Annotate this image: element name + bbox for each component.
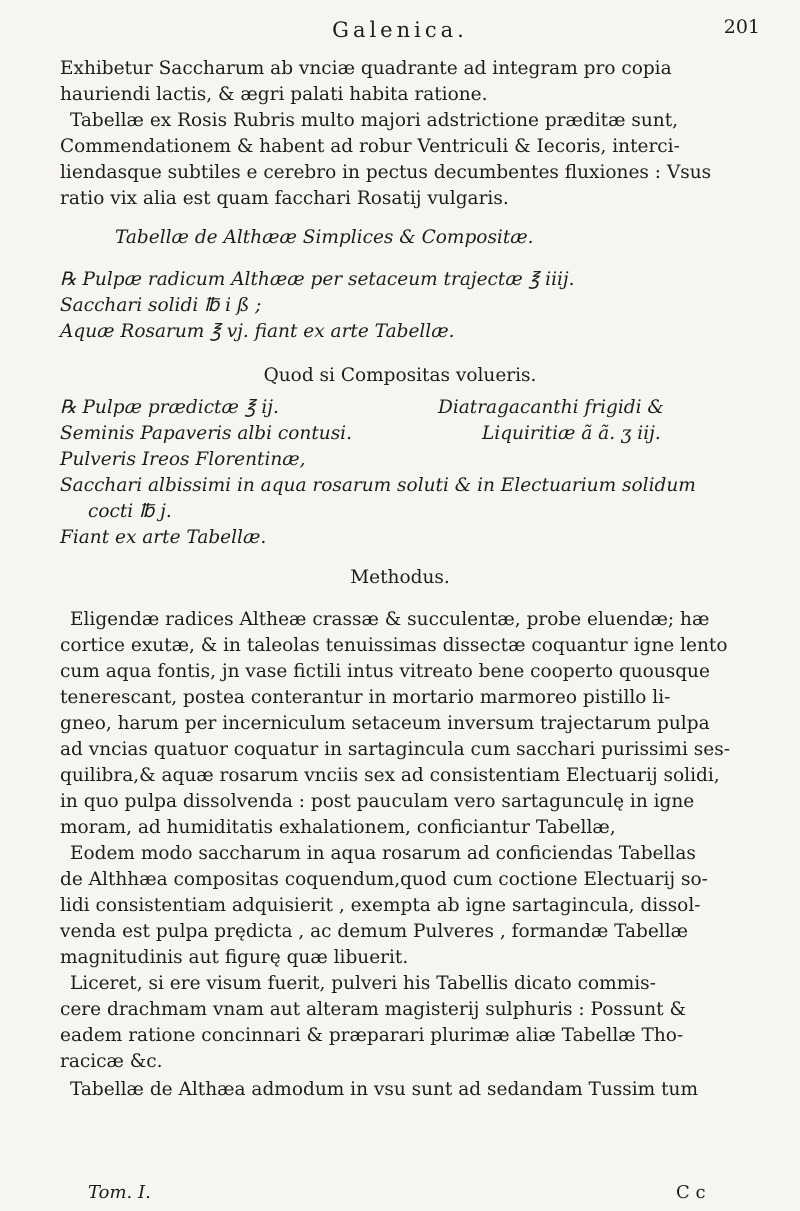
text-line: hauriendi lactis, & ægri palati habita ratione. xyxy=(60,84,488,105)
recipe-line: cocti ℔ j. xyxy=(88,501,172,522)
text-line: Tabellæ de Althæa admodum in vsu sunt ad sedandam Tussim tum xyxy=(70,1079,698,1100)
text-line: Liceret, si ere visum fuerit, pulveri his Tabellis dicato commis- xyxy=(70,973,656,994)
recipe-line: Pulveris Ireos Florentinæ, xyxy=(60,449,306,470)
signature-mark: C c xyxy=(676,1182,706,1203)
volume-mark: Tom. I. xyxy=(88,1182,151,1203)
text-line: cere drachmam vnam aut alteram magisterij sulphuris : Possunt & xyxy=(60,999,686,1020)
recipe-line: Aquæ Rosarum ℥ vj. fiant ex arte Tabellæ. xyxy=(60,321,455,342)
recipe-line: Sacchari albissimi in aqua rosarum soluti & in Electuarium solidum xyxy=(60,475,696,496)
text-line: de Althhæa compositas coquendum,quod cum coctione Electuarij so- xyxy=(60,869,708,890)
section-heading: Methodus. xyxy=(350,567,450,588)
text-line: eadem ratione concinnari & præparari plurimæ aliæ Tabellæ Tho- xyxy=(60,1025,684,1046)
recipe-heading: Tabellæ de Althææ Simplices & Compositæ. xyxy=(115,227,534,248)
recipe-line-right: Diatragacanthi frigidi & xyxy=(438,397,664,418)
text-line: ad vncias quatuor coquatur in sartagincula cum sacchari purissimi ses- xyxy=(60,739,730,760)
running-title: Galenica. xyxy=(332,18,468,42)
text-line: tenerescant, postea conterantur in mortario marmoreo pistillo li- xyxy=(60,687,671,708)
text-line: Exhibetur Saccharum ab vnciæ quadrante ad integram pro copia xyxy=(60,58,672,79)
text-line: gneo, harum per incerniculum setaceum inversum trajectarum pulpa xyxy=(60,713,710,734)
page-number: 201 xyxy=(723,16,760,38)
recipe-line-right: Liquiritiæ ã ã. ʒ iij. xyxy=(482,423,661,444)
recipe-line-left: ℞ Pulpæ prædictæ ℥ ij. xyxy=(60,397,279,418)
text-line: cum aqua fontis, jn vase fictili intus vitreato bene cooperto quousque xyxy=(60,661,710,682)
recipe-line-left: Seminis Papaveris albi contusi. xyxy=(60,423,352,444)
text-line: Eligendæ radices Altheæ crassæ & succulentæ, probe eluendæ; hæ xyxy=(70,609,710,630)
text-line: quilibra,& aquæ rosarum vnciis sex ad consistentiam Electuarij solidi, xyxy=(60,765,720,786)
text-line: ratio vix alia est quam facchari Rosatij vulgaris. xyxy=(60,188,509,209)
text-line: cortice exutæ, & in taleolas tenuissimas dissectæ coquantur igne lento xyxy=(60,635,728,656)
recipe-line: Sacchari solidi ℔ i ß ; xyxy=(60,295,262,316)
text-line: Commendationem & habent ad robur Ventriculi & Iecoris, interci- xyxy=(60,136,680,157)
recipe-line: ℞ Pulpæ radicum Althææ per setaceum trajectæ ℥ iiij. xyxy=(60,269,575,290)
text-line: magnitudinis aut figurę quæ libuerit. xyxy=(60,947,409,968)
text-line: moram, ad humiditatis exhalationem, conficiantur Tabellæ, xyxy=(60,817,616,838)
text-line: lidi consistentiam adquisierit , exempta ab igne sartagincula, dissol- xyxy=(60,895,701,916)
text-line: liendasque subtiles e cerebro in pectus decumbentes fluxiones : Vsus xyxy=(60,162,712,183)
recipe-line: Fiant ex arte Tabellæ. xyxy=(60,527,267,548)
text-line: venda est pulpa prędicta , ac demum Pulveres , formandæ Tabellæ xyxy=(60,921,689,942)
text-line: Tabellæ ex Rosis Rubris multo majori adstrictione præditæ sunt, xyxy=(70,110,679,131)
recipe-intro: Quod si Compositas volueris. xyxy=(263,365,537,386)
text-line: racicæ &c. xyxy=(60,1051,163,1072)
text-line: in quo pulpa dissolvenda : post pauculam vero sartagunculę in igne xyxy=(60,791,695,812)
text-line: Eodem modo saccharum in aqua rosarum ad conficiendas Tabellas xyxy=(70,843,696,864)
